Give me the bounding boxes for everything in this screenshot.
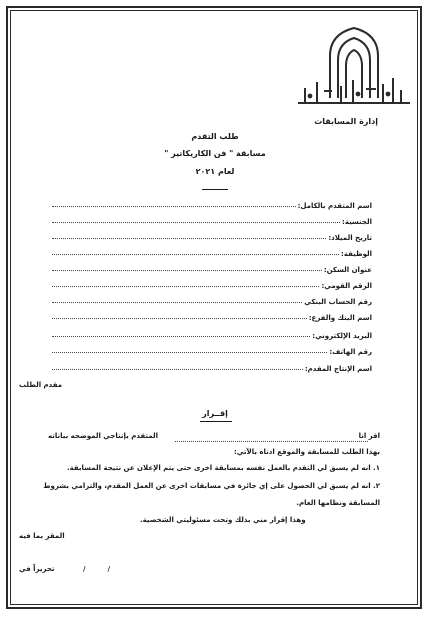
declaration-intro: المتقدم بإنتاجي الموضحه بياناته bbox=[48, 432, 159, 440]
fill-line[interactable] bbox=[52, 335, 310, 337]
applicant-label: مقدم الطلب bbox=[19, 381, 63, 389]
declaration-heading: إقــرار bbox=[202, 409, 228, 418]
declaration-item-1: ١. انه لم يسبق لي التقدم بالعمل نفسه بمسابقة اخرى حتى يتم الإعلان عن نتيجة المسابقة. bbox=[66, 464, 380, 472]
declaration-start: اقر انا bbox=[358, 432, 380, 440]
field-label: تاريخ الميلاد: bbox=[328, 234, 372, 242]
council-logo bbox=[294, 16, 414, 114]
competition-name: مسابقة " فن الكاريكاتير " bbox=[164, 149, 266, 158]
field-job[interactable] bbox=[52, 246, 372, 258]
fill-line[interactable] bbox=[52, 205, 296, 207]
declaration-item-2-cont: المسابقة ونظامها العام. bbox=[296, 499, 380, 507]
logo-text: المجلس الأعلى للثقافة bbox=[349, 112, 359, 113]
title-divider bbox=[202, 189, 228, 190]
signer-label: المقر بما فيه bbox=[19, 532, 65, 540]
field-label: الوظيفة: bbox=[341, 250, 372, 258]
field-label: اسم الإنتاج المقدم: bbox=[304, 365, 372, 373]
declaration-closing: وهذا إقرار مني بذلك وتحت مسئوليتي الشخصية. bbox=[140, 516, 306, 524]
field-bank-account[interactable] bbox=[52, 294, 372, 306]
field-label: رقم الحساب البنكي bbox=[304, 298, 372, 306]
field-full-name[interactable] bbox=[52, 198, 372, 210]
field-address[interactable] bbox=[52, 262, 372, 274]
fill-line[interactable] bbox=[52, 253, 339, 255]
fill-line[interactable] bbox=[52, 221, 340, 223]
declaration-item-2: ٢. انه لم يسبق لي الحصول على إي جائزة في مسابقات اخرى عن العمل المقدم، والتزامي بشروط bbox=[43, 482, 380, 490]
fill-line[interactable] bbox=[52, 351, 327, 353]
date-label: تحريراً في bbox=[19, 565, 55, 573]
field-label: عنوان السكن: bbox=[323, 266, 372, 274]
competition-year: لعام ٢٠٢١ bbox=[195, 167, 235, 176]
form-title: طلب التقدم bbox=[191, 132, 239, 141]
fill-line[interactable] bbox=[52, 269, 322, 271]
field-national-id[interactable] bbox=[52, 278, 372, 290]
field-label: الرقم القومي: bbox=[321, 282, 372, 290]
fill-line[interactable] bbox=[52, 317, 307, 319]
field-submitted-work[interactable] bbox=[52, 361, 372, 373]
field-label: البريد الإلكتروني: bbox=[312, 332, 372, 340]
department-label: إدارة المسابقات bbox=[314, 117, 378, 126]
field-email[interactable] bbox=[52, 328, 372, 340]
field-label: الجنسية: bbox=[342, 218, 372, 226]
declarant-name-line[interactable] bbox=[175, 441, 368, 442]
field-birth-date[interactable] bbox=[52, 230, 372, 242]
declaration-line-2: بهذا الطلب للمسابقة والموقع ادناه بالآتي: bbox=[233, 448, 380, 456]
field-nationality[interactable] bbox=[52, 214, 372, 226]
date-fill[interactable]: / / bbox=[83, 565, 111, 573]
fill-line[interactable] bbox=[52, 368, 303, 370]
field-label: رقم الهاتف: bbox=[329, 348, 372, 356]
fill-line[interactable] bbox=[52, 285, 319, 287]
field-phone[interactable] bbox=[52, 344, 372, 356]
fill-line[interactable] bbox=[52, 301, 302, 303]
field-label: اسم المتقدم بالكامل: bbox=[297, 202, 372, 210]
field-bank-branch[interactable] bbox=[52, 310, 372, 322]
field-label: اسم البنك والفرع: bbox=[308, 314, 372, 322]
heading-underline bbox=[200, 421, 232, 422]
fill-line[interactable] bbox=[52, 237, 326, 239]
